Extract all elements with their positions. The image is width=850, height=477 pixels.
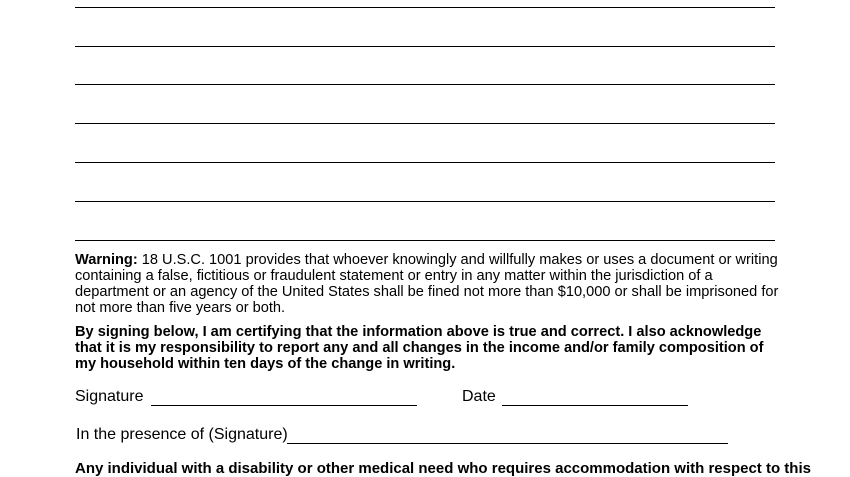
blank-line-7[interactable]	[75, 240, 775, 241]
signature-field[interactable]	[151, 405, 417, 406]
blank-line-3[interactable]	[75, 84, 775, 85]
certification-paragraph: By signing below, I am certifying that the information above is true and correct. I also acknowledge that it is my responsibility to report any and all changes in the income and/or family composition of my household within ten days of the change in writing.	[75, 324, 764, 372]
witness-signature-field[interactable]	[287, 443, 728, 444]
blank-line-4[interactable]	[75, 123, 775, 124]
signature-label: Signature	[75, 388, 144, 405]
date-field[interactable]	[502, 405, 688, 406]
blank-line-6[interactable]	[75, 201, 775, 202]
witness-signature-label: In the presence of (Signature)	[76, 426, 288, 443]
blank-line-1[interactable]	[75, 7, 775, 8]
blank-line-2[interactable]	[75, 46, 775, 47]
warning-paragraph	[75, 252, 780, 316]
warning-text: 18 U.S.C. 1001 provides that whoever knowingly and willfully makes or uses a document or writing containing a false, fictitious or fraudulent statement or entry in any matter within the jurisdiction of a department or an agency of the United States shall be fined not more than $10,000 or shall be imprisoned for not more than five years or both.	[75, 252, 779, 316]
warning-label: Warning:	[75, 252, 138, 268]
date-label: Date	[462, 388, 496, 405]
blank-line-5[interactable]	[75, 162, 775, 163]
accommodation-text: Any individual with a disability or other medical need who requires accommodation with respect to this	[75, 460, 811, 477]
